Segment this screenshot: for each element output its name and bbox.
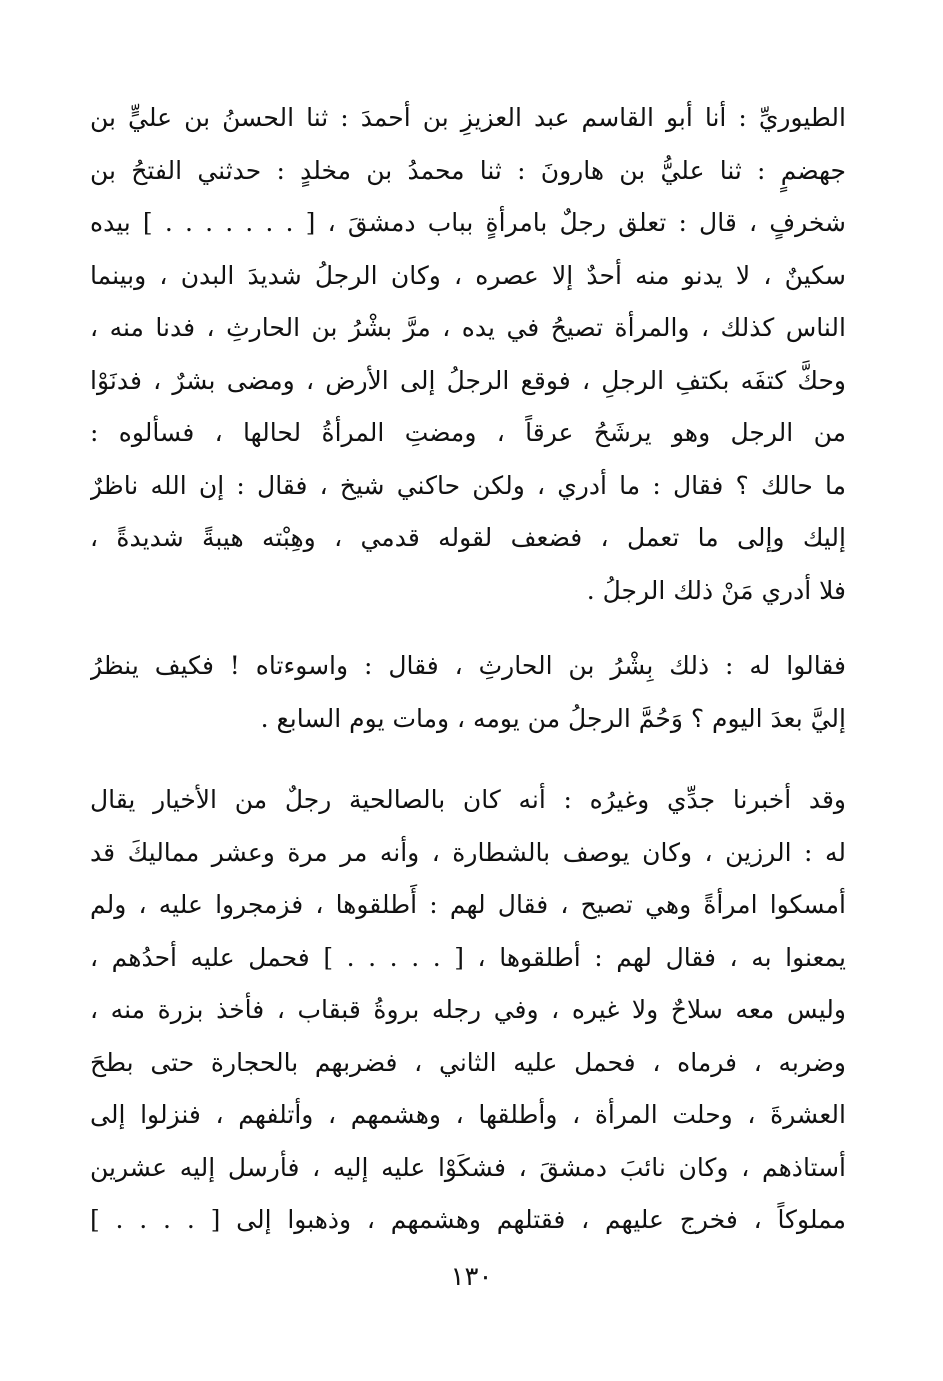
text-line: إليك وإلى ما تعمل ، فضعف لقوله قدمي ، وهِبْته هيبةً شديدةً ، (90, 523, 846, 552)
text-line: إليَّ بعدَ اليوم ؟ وَحُمَّ الرجلُ من يومه ، ومات يوم السابع . (260, 703, 846, 733)
text-line: فقالوا له : ذلك بِشْرُ بن الحارثِ ، فقال : واسوءتاه ! فكيف ينظرُ (90, 651, 846, 680)
text-line: يمعنوا به ، فقال لهم : أطلقوها ، [ . . . . . ] فحمل عليه أحدُهم ، (90, 942, 846, 972)
text-line: جهضمٍ : ثنا عليُّ بن هارونَ : ثنا محمدُ بن مخلدٍ : حدثني الفتحُ بن (90, 155, 846, 185)
text-line: العشرةَ ، وحلت المرأة ، وأطلقها ، وهشمهم ، وأتلفهم ، فنزلوا إلى (90, 1100, 846, 1129)
text-line: أمسكوا امرأةً وهي تصيح ، فقال لهم : أَطلقوها ، فزمجروا عليه ، ولم (90, 890, 846, 919)
text-line: ما حالك ؟ فقال : ما أدري ، ولكن حاكني شيخ ، فقال : إن الله ناظرٌ (90, 470, 846, 500)
text-line: أستاذهم ، وكان نائبَ دمشقَ ، فشكَوْا عليه إليه ، فأرسل إليه عشرين (90, 1152, 846, 1182)
text-line: له : الرزين ، وكان يوصف بالشطارة ، وأنه مر مرة وعشر مماليكَ قد (90, 837, 846, 867)
text-line: وحكَّ كتفَه بكتفِ الرجلِ ، فوقع الرجلُ إلى الأرض ، ومضى بشرٌ ، فدنَوْا (90, 365, 846, 395)
text-line: سكينٌ ، لا يدنو منه أحدٌ إلا عصره ، وكان الرجلُ شديدَ البدن ، وبينما (90, 260, 846, 290)
text-line: وضربه ، فرماه ، فحمل عليه الثاني ، فضربهم بالحجارة حتى بطحَ (90, 1047, 846, 1077)
text-line: مملوكاً ، فخرج عليهم ، فقتلهم وهشمهم ، وذهبوا إلى [ . . . . ] (90, 1205, 846, 1234)
paragraph-1 (90, 92, 846, 617)
text-line: الطيوريِّ : أنا أبو القاسم عبد العزيزِ بن أحمدَ : ثنا الحسنُ بن عليٍّ بن (90, 103, 846, 132)
page-number: ١٣٠ (450, 1262, 493, 1292)
text-line: وقد أخبرنا جدِّي وغيرُه : أنه كان بالصالحية رجلٌ من الأخيار يقال (90, 785, 846, 814)
paragraph-2 (90, 640, 846, 745)
text-line: وليس معه سلاحٌ ولا غيره ، وفي رجله بروةُ قبقاب ، فأخذ بزرة منه ، (90, 995, 846, 1024)
text-line: الناس كذلك ، والمرأة تصيحُ في يده ، مرَّ بشْرُ بن الحارثِ ، فدنا منه ، (90, 313, 846, 342)
text-line: شخرفٍ ، قال : تعلق رجلٌ بامرأةٍ بباب دمشقَ ، [ . . . . . . . ] بيده (90, 208, 846, 237)
text-line: من الرجل وهو يرشَحُ عرقاً ، ومضتِ المرأةُ لحالها ، فسألوه : (90, 418, 846, 447)
text-line: فلا أدري مَنْ ذلك الرجلُ . (586, 575, 846, 605)
paragraph-3 (90, 774, 846, 1247)
